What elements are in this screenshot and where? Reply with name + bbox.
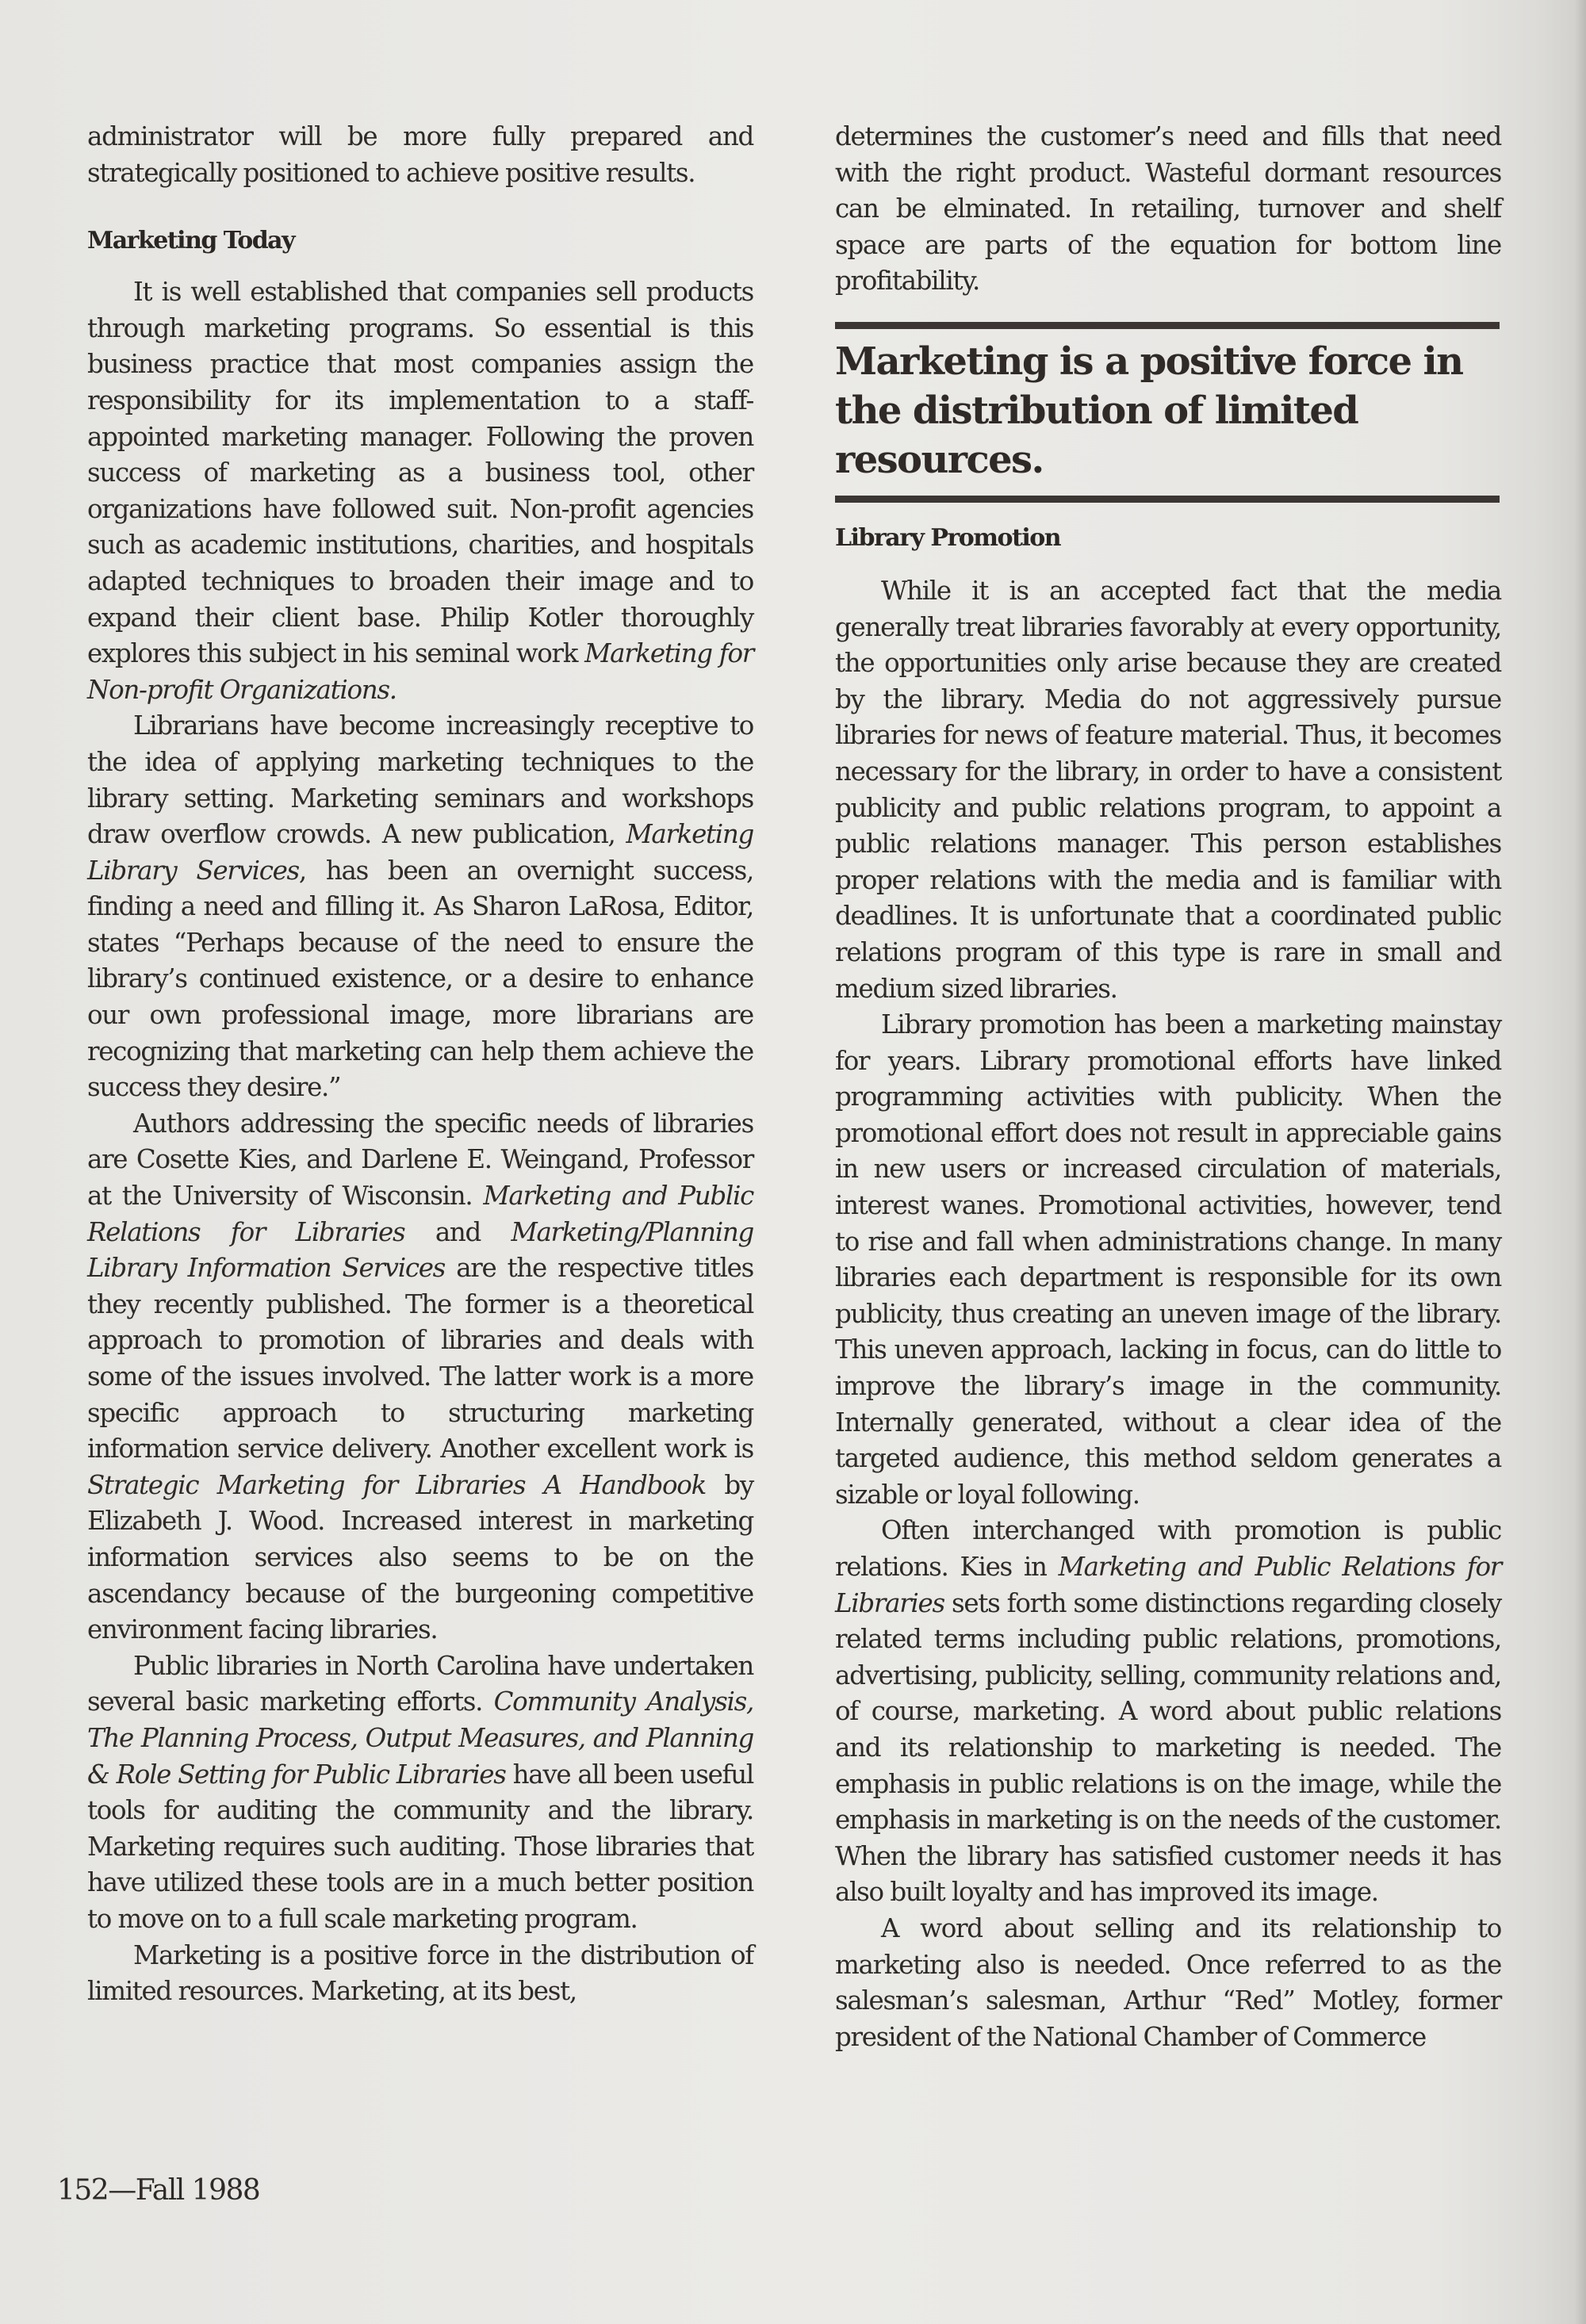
right-column [835,119,1501,2055]
paragraph-companies [87,274,753,708]
paragraph-selling: A word about selling and its relationship to marketing also is needed. Once referred to as the salesman’s salesman, Arthur “Red” Motley, former president of the National Chamber of Commerce [835,1912,1501,2052]
paragraph-text: Librarians have become increasingly receptive to the idea of applying marketing techniques to the library setting. Marketing seminars and workshops draw overflow crowds. A new publication, [87,710,753,850]
book-title: Marketing/Planning Library Information Services [87,1216,753,1284]
paragraph-authors [87,1106,753,1648]
publication-title: Marketing Library Services [87,819,753,886]
pull-quote-text: Marketing is a positive force in the distribution of limited resources. [835,339,1463,482]
paragraph-positive-force: Marketing is a positive force in the distribution of limited resources. Marketing, at its best, [87,1939,753,2007]
paragraph-text: sets forth some distinctions regarding closely related terms including public relations, promotions, advertising, publicity, selling, community relations and, of course, marketing. A word about public relations and its relationship to marketing is needed. The emphasis in public relations is on the image, while the emphasis in marketing is on the needs of the customer. When the library has satisfied customer needs it has also built loyalty and has improved its image. [835,1587,1501,1908]
continued-paragraph: determines the customer’s need and fills that need with the right product. Wasteful dormant resources can be elminated. In retailing, turnover and shelf space are parts of the equation for bottom line profitability. [835,121,1501,297]
paragraph-text: It is well established that companies sell products through marketing programs. So essential is this business practice that most companies assign the responsibility for its implementation to a staff-appointed marketing manager. Following the proven success of marketing as a business tool, other organizations have followed suit. Non-profit agencies such as academic institutions, charities, and hospitals adapted techniques to broaden their image and to expand their client base. Philip Kotler thoroughly explores this subject in his seminal work [87,277,753,669]
paragraph-text: , has been an overnight success, finding a need and filling it. As Sharon LaRosa, Editor, states “Perhaps because of the need to ensure the library’s continued existence, or a desire to enhance our own professional image, more librarians are recognizing that marketing can help them achieve the success they desire.” [87,855,753,1103]
pull-quote-bottom-rule [835,496,1500,503]
paragraph-text: by Elizabeth J. Wood. Increased interest in marketing information services also seems to be on the ascendancy because of the burgeoning competitive environment facing libraries. [87,1469,753,1645]
book-title: Marketing for Non-profit Organizations. [87,638,753,705]
section-heading-marketing-today: Marketing Today [87,227,295,255]
paragraph-librarians [87,708,753,1106]
paragraph-text: Public libraries in North Carolina have undertaken several basic marketing efforts. [87,1650,753,1717]
book-titles: Community Analysis, The Planning Process, Output Measures, and Planning & Role Setting for Public Libraries [87,1687,753,1790]
binding-shadow [1575,0,1586,2324]
left-column [87,119,753,2010]
page-footer-folio: 152—Fall 1988 [57,2174,260,2207]
book-title: Marketing and Public Relations for Libraries [835,1552,1501,1618]
paragraph-text: Often interchanged with promotion is public relations. Kies in [835,1515,1501,1582]
book-title: Marketing and Public Relations for Libraries [87,1181,754,1247]
paragraph-text: Authors addressing the specific needs of libraries are Cosette Kies, and Darlene E. Weingand, Professor at the University of Wisconsin. [87,1108,753,1212]
paragraph-text: are the respective titles they recently published. The former is a theoretical approach to promotion of libraries and deals with some of the issues involved. The latter work is a more specific approach to structuring marketing information service delivery. Another excellent work is [87,1253,753,1464]
paragraph-media: While it is an accepted fact that the media generally treat libraries favorably at every opportunity, the opportunities only arise because they are created by the library. Media do not aggressively pursue libraries for news of feature material. Thus, it becomes necessary for the library, in order to have a consistent publicity and public relations program, to appoint a public relations manager. This person establishes proper relations with the media and is familiar with deadlines. It is unfortunate that a coordinated public relations program of this type is rare in small and medium sized libraries. [835,575,1501,1004]
paragraph-public-libraries [87,1648,753,1938]
paragraph-public-relations [835,1513,1501,1911]
book-title: Strategic Marketing for Libraries A Handbook [87,1469,706,1500]
pull-quote-top-rule [835,322,1500,329]
pull-quote [835,322,1501,503]
paragraph-text: and [404,1216,511,1247]
paragraph-text: have all been useful tools for auditing the community and the library. Marketing requires such auditing. Those libraries that have utilized these tools are in a much better position to move on to a full scale marketing program. [87,1759,753,1934]
continued-paragraph: administrator will be more fully prepared and strategically positioned to achieve positive results. [87,121,753,188]
section-heading-library-promotion: Library Promotion [835,523,1061,552]
paragraph-promotion-mainstay: Library promotion has been a marketing mainstay for years. Library promotional efforts have linked programming activities with publicity. When the promotional effort does not result in appreciable gains in new users or increased circulation of materials, interest wanes. Promotional activities, however, tend to rise and fall when administrations change. In many libraries each department is responsible for its own publicity, thus creating an uneven image of the library. This uneven approach, lacking in focus, can do little to improve the library’s image in the community. Internally generated, without a clear idea of the targeted audience, this method seldom generates a sizable or loyal following. [835,1009,1501,1510]
